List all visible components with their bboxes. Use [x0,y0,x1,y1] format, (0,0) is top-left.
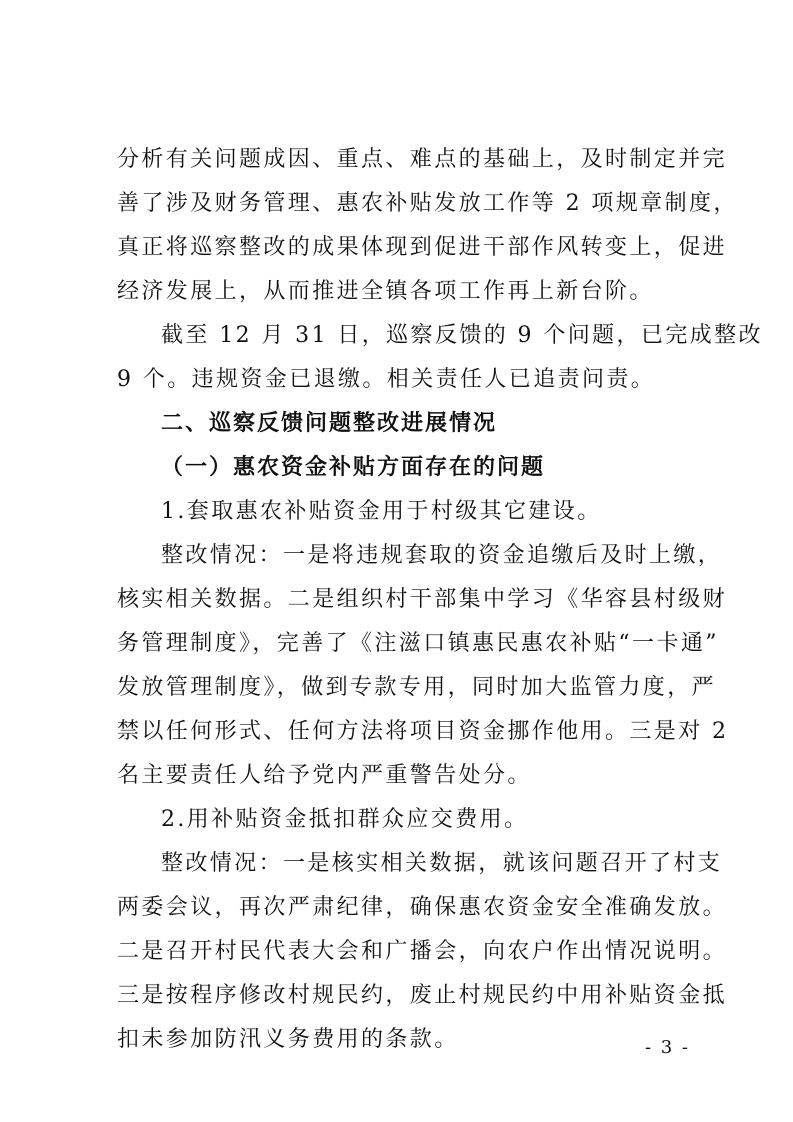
subsection-heading: （一）惠农资金补贴方面存在的问题 [161,455,546,480]
paragraph-line: 禁以任何形式、任何方法将项目资金挪作他用。三是对 2 [117,719,729,744]
paragraph-line: 截至 12 月 31 日，巡察反馈的 9 个问题，已完成整改 [161,323,763,348]
paragraph-line: 发放管理制度》，做到专款专用，同时加大监管力度，严 [117,675,717,700]
paragraph-line: 整改情况：一是核实相关数据，就该问题召开了村支 [161,851,723,876]
paragraph-line: 善了涉及财务管理、惠农补贴发放工作等 2 项规章制度， [117,191,738,216]
paragraph-line: 分析有关问题成因、重点、难点的基础上，及时制定并完 [117,147,728,172]
page-number: - 3 - [644,1037,690,1058]
item-title: 1.套取惠农补贴资金用于村级其它建设。 [161,499,602,524]
item-title: 2.用补贴资金抵扣群众应交费用。 [161,807,529,832]
paragraph-line: 三是按程序修改村规民约，废止村规民约中用补贴资金抵 [117,983,728,1008]
paragraph-line: 名主要责任人给予党内严重警告处分。 [117,763,532,788]
paragraph-line: 真正将巡察整改的成果体现到促进干部作风转变上，促进 [117,235,728,260]
section-heading: 二、巡察反馈问题整改进展情况 [161,411,498,436]
paragraph-line: 务管理制度》，完善了《注滋口镇惠民惠农补贴“一卡通” [117,631,719,656]
paragraph-line: 核实相关数据。二是组织村干部集中学习《华容县村级财 [117,587,728,612]
paragraph-line: 9 个。违规资金已退缴。相关责任人已追责问责。 [117,367,656,392]
paragraph-line: 整改情况：一是将违规套取的资金追缴后及时上缴， [161,543,723,568]
paragraph-line: 两委会议，再次严肃纪律，确保惠农资金安全准确发放。 [117,895,728,920]
paragraph-line: 经济发展上，从而推进全镇各项工作再上新台阶。 [117,279,654,304]
paragraph-line: 二是召开村民代表大会和广播会，向农户作出情况说明。 [117,939,728,964]
paragraph-line: 扣未参加防汛义务费用的条款。 [117,1027,459,1052]
